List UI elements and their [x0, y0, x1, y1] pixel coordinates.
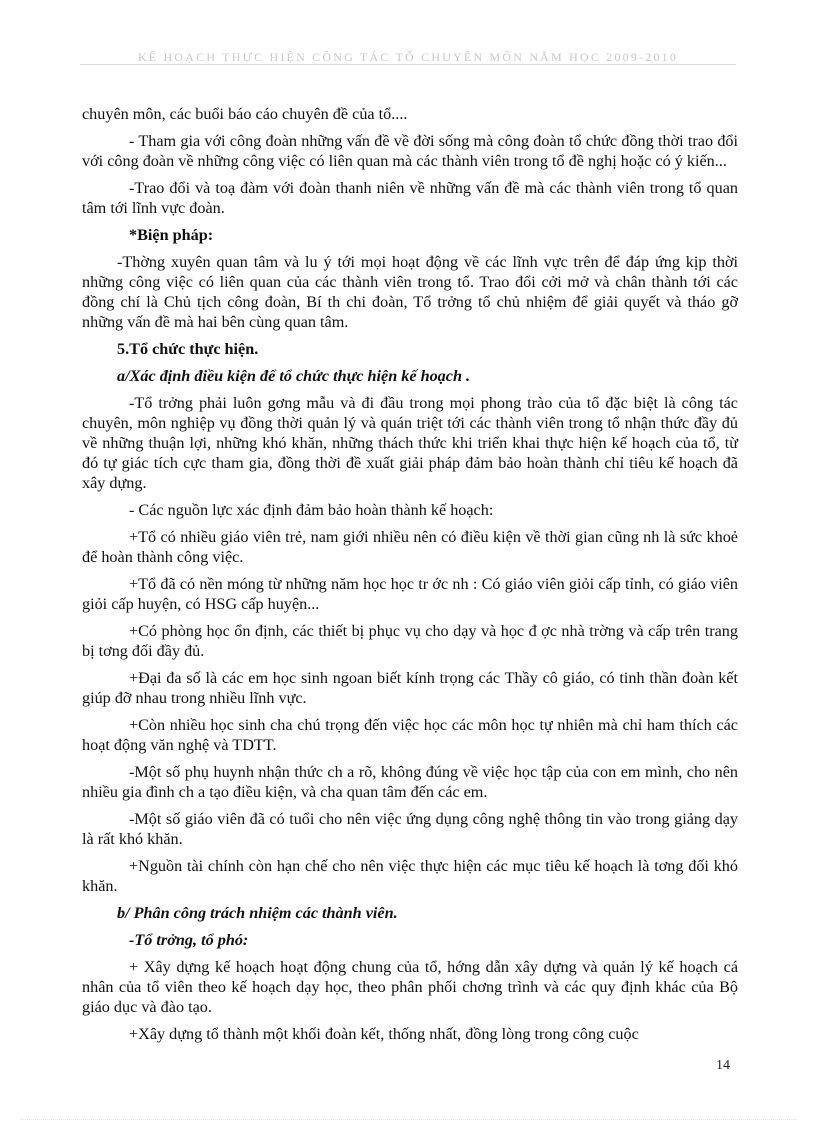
heading-measures: *Biện pháp: [129, 226, 214, 244]
paragraph-teachers-it: -Một số giáo viên đã có tuổi cho nên việc ứng dụng công nghệ thông tin vào trong giảng dạy là rất khó khăn. [82, 810, 738, 848]
paragraph-team-leader-role: -Tổ trởng phải luôn gơng mẫu và đi đầu trong mọi phong trào của tổ đặc biệt là công tác chuyên, môn nghiệp vụ đồng thời quản lý và quán triệt tới các thành viên trong tổ nhận thức đầy đủ về những thuận lợi, những khó khăn, những thách thức khi triển khai thực hiện kế hoạch của tổ, từ đó tự giác tích cực tham gia, đồng thời đề xuất giải pháp đảm bảo hoàn thành chỉ tiêu kế hoạch đã xây dựng. [82, 394, 738, 492]
paragraph-resources-intro: - Các nguồn lực xác định đảm bảo hoàn thành kế hoạch: [129, 501, 494, 519]
header-divider [80, 64, 736, 65]
paragraph-student-focus: +Còn nhiều học sinh cha chú trọng đến việc học các môn học tự nhiên mà chỉ ham thích các hoạt động văn nghệ và TDTT. [82, 716, 738, 754]
paragraph-young-teachers: +Tổ có nhiều giáo viên trẻ, nam giới nhiều nên có điều kiện về thời gian cũng nh là sức khoẻ để hoàn thành công việc. [82, 528, 738, 566]
document-body [82, 104, 738, 1051]
paragraph-parents: -Một số phụ huynh nhận thức ch a rõ, không đúng về việc học tập của con em mình, cho nên nhiều gia đình ch a tạo điều kiện, và cha quan tâm đến các em. [82, 763, 738, 801]
paragraph-unity: +Xây dựng tổ thành một khối đoàn kết, thống nhất, đồng lòng trong công cuộc [129, 1025, 639, 1043]
heading-implementation: 5.Tổ chức thực hiện. [117, 340, 259, 358]
running-header: KẾ HOẠCH THỰC HIỆN CÔNG TÁC TỔ CHUYÊN MÔN NĂM HỌC 2009-2010 [137, 50, 679, 64]
heading-responsibilities: b/ Phân công trách nhiệm các thành viên. [117, 904, 398, 922]
heading-team-leader: -Tổ trởng, tổ phó: [129, 931, 249, 949]
paragraph-union-participation: - Tham gia với công đoàn những vấn đề về đời sống mà công đoàn tổ chức đồng thời trao đổi với công đoàn về những công việc có liên quan mà các thành viên trong tổ đề nghị hoặc có ý kiến... [82, 132, 738, 170]
paragraph-youth-union: -Trao đổi và toạ đàm với đoàn thanh niên về những vấn đề mà các thành viên trong tổ quan tâm tới lĩnh vực đoàn. [82, 179, 738, 217]
paragraph-plan-building: + Xây dựng kế hoạch hoạt động chung của tổ, hớng dẫn xây dựng và quản lý kế hoạch cá nhân của tổ viên theo kế hoạch dạy học, theo phân phối chơng trình và các quy định khác của Bộ giáo dục và đào tạo. [82, 958, 738, 1016]
footer-divider [20, 1119, 796, 1120]
heading-conditions: a/Xác định điều kiện để tổ chức thực hiện kế hoạch . [117, 367, 471, 385]
paragraph-measures: -Thờng xuyên quan tâm và lu ý tới mọi hoạt động về các lĩnh vực trên để đáp ứng kịp thời những công việc có liên quan của các thành viên trong tổ. Trao đổi cởi mở và chân thành tới các đồng chí là Chủ tịch công đoàn, Bí th chi đoàn, Tổ trởng tổ chủ nhiệm để giải quyết và tháo gỡ những vấn đề mà hai bên cùng quan tâm. [82, 253, 738, 331]
paragraph-finance: +Nguồn tài chính còn hạn chế cho nên việc thực hiện các mục tiêu kế hoạch là tơng đối khó khăn. [82, 857, 738, 895]
page-number: 14 [716, 1058, 730, 1073]
paragraph-foundation: +Tổ đã có nền móng từ những năm học học tr ớc nh : Có giáo viên giỏi cấp tỉnh, có giáo viên giỏi cấp huyện, có HSG cấp huyện... [82, 575, 738, 613]
paragraph-classrooms: +Có phòng học ổn định, các thiết bị phục vụ cho dạy và học đ ợc nhà trờng và cấp trên trang bị tơng đối đầy đủ. [82, 622, 738, 660]
paragraph-students: +Đại đa số là các em học sinh ngoan biết kính trọng các Thầy cô giáo, có tinh thần đoàn kết giúp đỡ nhau trong nhiều lĩnh vực. [82, 669, 738, 707]
paragraph-continuation: chuyên môn, các buổi báo cáo chuyên đề của tổ.... [82, 105, 408, 123]
